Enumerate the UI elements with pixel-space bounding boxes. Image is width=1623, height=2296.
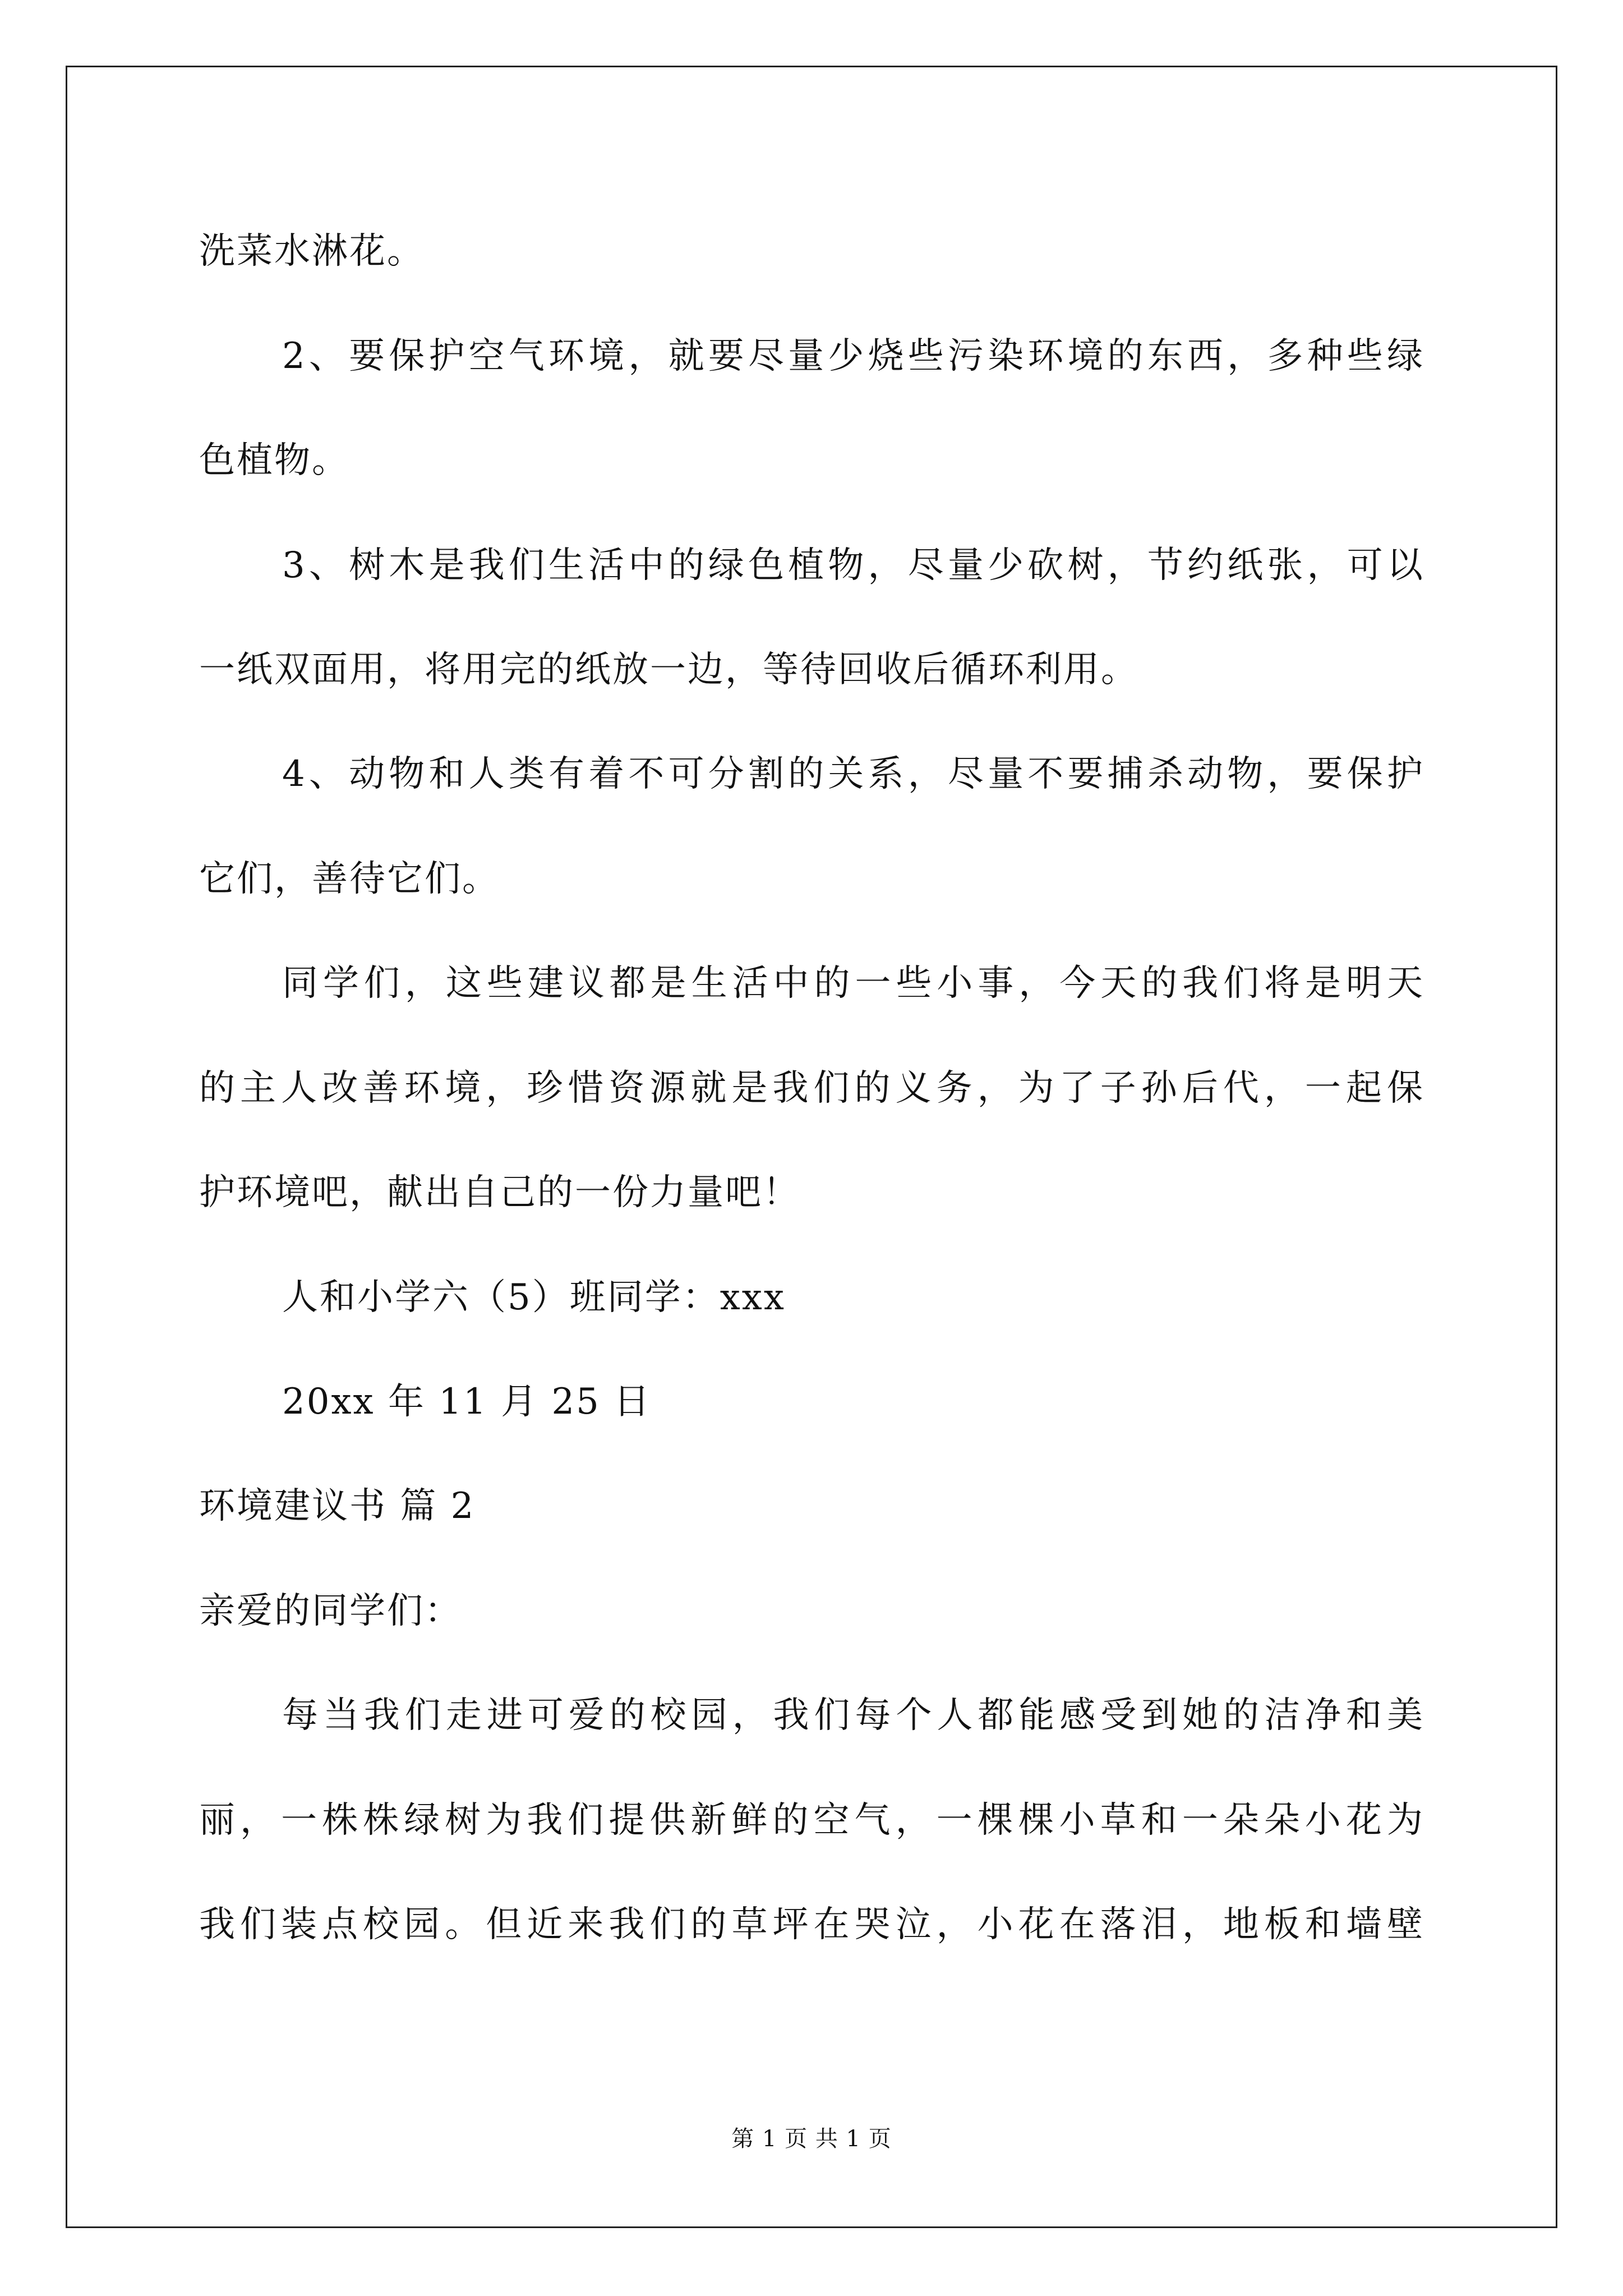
paragraph-line: 我们装点校园。但近来我们的草坪在哭泣，小花在落泪，地板和墙壁 (199, 1904, 1424, 1945)
paragraph-line: 洗菜水淋花。 (199, 231, 425, 272)
salutation: 亲爱的同学们： (199, 1590, 462, 1632)
paragraph-line: 它们，善待它们。 (199, 858, 500, 900)
paragraph-line: 2、要保护空气环境，就要尽量少烧些污染环境的东西，多种些绿 (282, 335, 1424, 377)
paragraph-line: 一纸双面用，将用完的纸放一边，等待回收后循环利用。 (199, 649, 1138, 691)
signature-line: 人和小学六（5）班同学：xxx (282, 1277, 786, 1318)
paragraph-line: 色植物。 (199, 440, 349, 481)
paragraph-line: 3、树木是我们生活中的绿色植物，尽量少砍树，节约纸张，可以 (282, 545, 1424, 586)
paragraph-line: 护环境吧，献出自己的一份力量吧！ (199, 1172, 800, 1213)
paragraph-line: 丽，一株株绿树为我们提供新鲜的空气，一棵棵小草和一朵朵小花为 (199, 1800, 1424, 1841)
paragraph-line: 4、动物和人类有着不可分割的关系，尽量不要捕杀动物，要保护 (282, 753, 1424, 795)
section-heading: 环境建议书 篇 2 (199, 1485, 476, 1527)
paragraph-line: 每当我们走进可爱的校园，我们每个人都能感受到她的洁净和美 (282, 1695, 1424, 1736)
date-line: 20xx 年 11 月 25 日 (282, 1381, 652, 1423)
paragraph-line: 的主人改善环境，珍惜资源就是我们的义务，为了子孙后代，一起保 (199, 1068, 1424, 1109)
page-footer: 第 1 页 共 1 页 (731, 2126, 892, 2152)
paragraph-line: 同学们，这些建议都是生活中的一些小事，今天的我们将是明天 (282, 963, 1424, 1004)
